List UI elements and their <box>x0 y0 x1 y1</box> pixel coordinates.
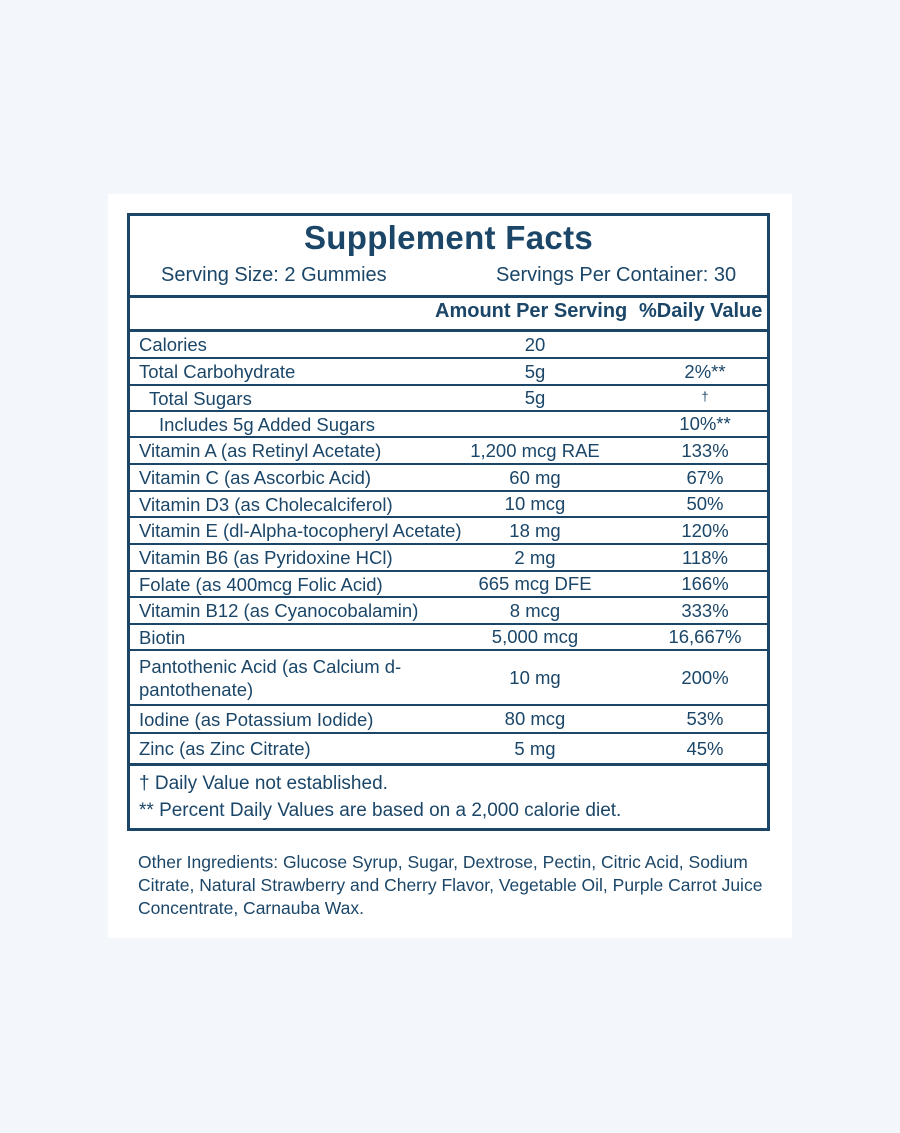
nutrient-name: Includes 5g Added Sugars <box>159 413 375 435</box>
table-row <box>130 386 767 412</box>
daily-value: 120% <box>681 519 729 541</box>
serving-size: Serving Size: 2 Gummies <box>161 264 387 286</box>
nutrient-name: Iodine (as Potassium Iodide) <box>139 708 374 730</box>
table-row <box>130 438 767 465</box>
table-row <box>130 706 767 734</box>
amount-per-serving: 665 mcg DFE <box>478 573 592 594</box>
nutrient-name: Folate (as 400mcg Folic Acid) <box>139 573 383 595</box>
nutrient-name: Pantothenic Acid (as Calcium d-pantothenate) <box>139 655 402 700</box>
label-card <box>108 194 792 938</box>
table-row <box>130 572 767 598</box>
amount-per-serving: 18 mg <box>509 519 561 541</box>
daily-value: 333% <box>681 599 729 621</box>
nutrient-name: Zinc (as Zinc Citrate) <box>139 738 311 759</box>
daily-value: 10%** <box>679 413 731 434</box>
amount-per-serving: 20 <box>524 333 546 355</box>
daily-value: † <box>701 389 709 404</box>
nutrient-name: Total Sugars <box>149 387 252 409</box>
nutrient-name: Vitamin B6 (as Pyridoxine HCl) <box>139 547 393 568</box>
daily-value: 16,667% <box>668 626 742 647</box>
amount-per-serving: 1,200 mcg RAE <box>470 439 600 461</box>
amount-per-serving <box>440 412 630 436</box>
daily-value <box>640 332 770 357</box>
amount-per-serving: 10 mcg <box>504 493 566 514</box>
amount-per-serving: 80 mcg <box>504 708 566 729</box>
table-row <box>130 492 767 518</box>
table-row <box>130 598 767 625</box>
amount-per-serving: 5g <box>524 387 546 408</box>
daily-value: 67% <box>686 466 724 488</box>
daily-value: 50% <box>686 493 724 514</box>
daily-value: 200% <box>681 666 729 688</box>
footnote-daily-values: ** Percent Daily Values are based on a 2,000 calorie diet. <box>139 800 622 821</box>
footnote-dagger: † Daily Value not established. <box>139 773 388 794</box>
amount-per-serving: 10 mg <box>509 666 561 688</box>
nutrient-name: Vitamin A (as Retinyl Acetate) <box>139 440 382 461</box>
other-ingredients: Other Ingredients: Glucose Syrup, Sugar, Dextrose, Pectin, Citric Acid, Sodium Citrate, Natural Strawberry and Cherry Flavor, Vegetable Oil, Purple Carrot Juice Concentrate, Carnauba Wax. <box>138 852 763 918</box>
divider-bottom <box>130 763 767 766</box>
servings-per-container: Servings Per Container: 30 <box>496 264 737 286</box>
daily-value: 53% <box>686 708 724 729</box>
amount-per-serving: 2 mg <box>514 546 556 568</box>
nutrient-name: Vitamin B12 (as Cyanocobalamin) <box>139 600 419 621</box>
daily-value: 133% <box>681 439 729 461</box>
column-header-amount: Amount Per Serving <box>435 300 628 322</box>
column-header-daily-value: %Daily Value <box>639 300 763 322</box>
table-row <box>130 651 767 706</box>
table-row <box>130 465 767 492</box>
daily-value: 45% <box>686 737 724 759</box>
nutrient-name: Vitamin C (as Ascorbic Acid) <box>139 467 372 488</box>
daily-value: 2%** <box>684 360 726 382</box>
daily-value: 166% <box>681 573 729 594</box>
nutrient-name: Calories <box>139 334 207 355</box>
daily-value: 118% <box>682 546 728 568</box>
nutrient-name: Total Carbohydrate <box>139 361 296 382</box>
amount-per-serving: 60 mg <box>509 466 561 488</box>
table-row <box>130 359 767 386</box>
table-row <box>130 332 767 359</box>
nutrient-name: Biotin <box>139 626 186 648</box>
amount-per-serving: 5g <box>524 360 546 382</box>
amount-per-serving: 5,000 mcg <box>491 626 579 647</box>
table-row <box>130 545 767 572</box>
table-row <box>130 518 767 545</box>
amount-per-serving: 5 mg <box>514 737 556 759</box>
divider-top <box>130 295 767 298</box>
nutrient-name: Vitamin D3 (as Cholecalciferol) <box>139 493 393 515</box>
nutrient-name: Vitamin E (dl-Alpha-tocopheryl Acetate) <box>139 520 462 541</box>
table-row <box>130 625 767 651</box>
amount-per-serving: 8 mcg <box>509 599 561 621</box>
table-row <box>130 412 767 438</box>
supplement-facts-panel <box>127 213 770 831</box>
table-row <box>130 734 767 763</box>
panel-title: Supplement Facts <box>303 219 594 256</box>
